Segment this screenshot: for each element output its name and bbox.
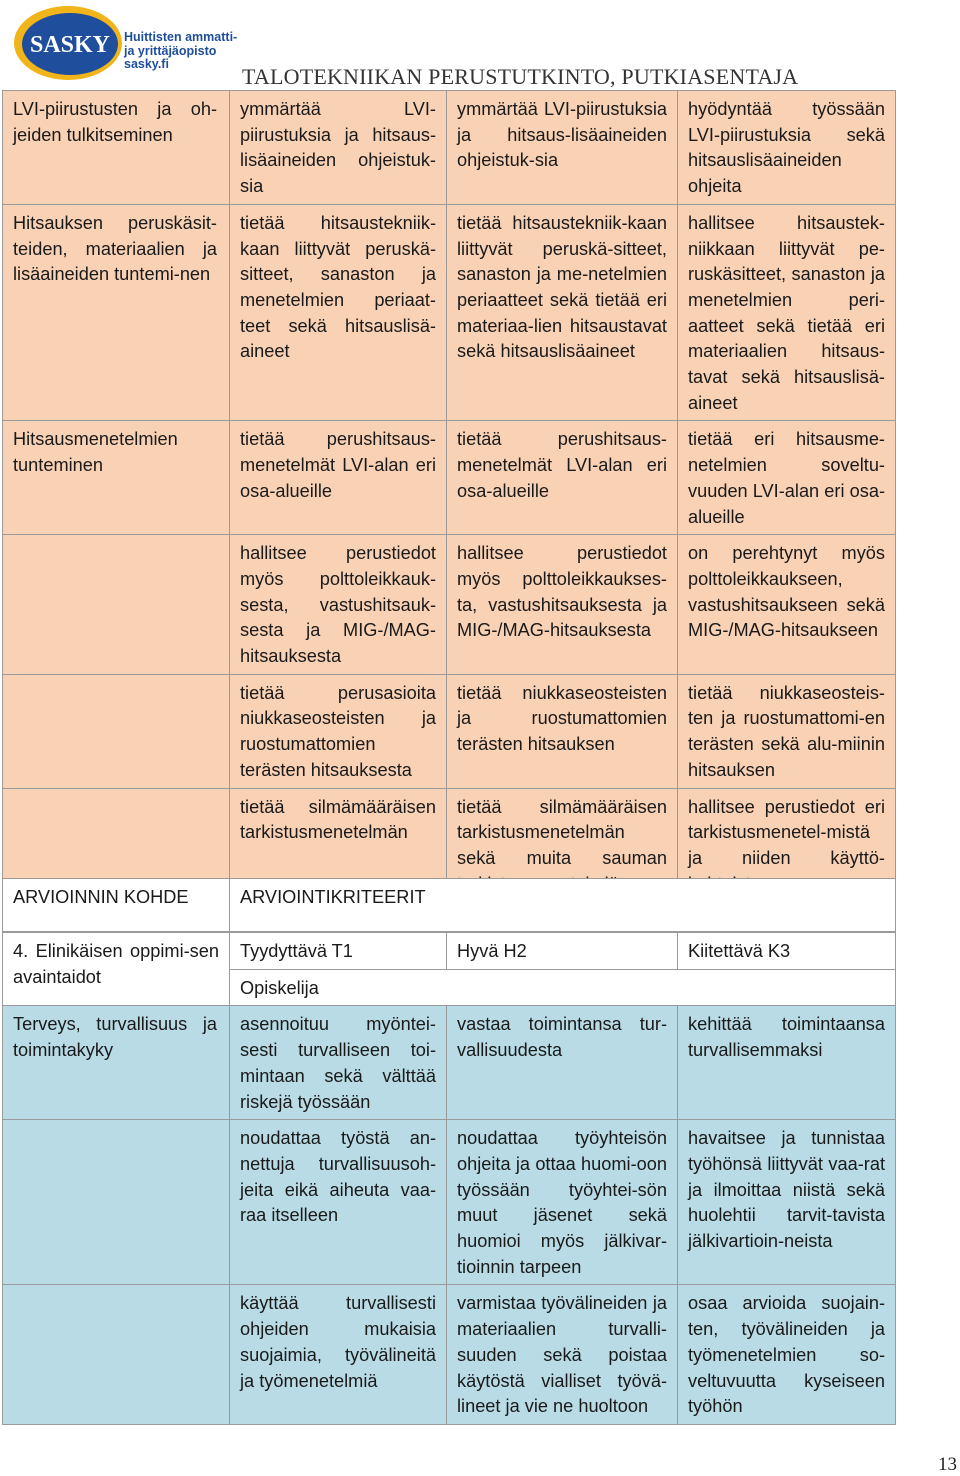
criteria-cell: hallitsee perustiedot myös polttoleikkaukses-ta, vastushitsauksesta ja MIG-/MAG-hitsauksesta [447, 535, 678, 675]
criteria-cell: ymmärtää LVI-piirustuksia ja hitsaus-lisäaineiden ohjeistuk-sia [230, 91, 447, 205]
student-label: Opiskelija [230, 969, 896, 1006]
assessment-target-cell: Hitsausmenetelmien tunteminen [3, 421, 230, 535]
criteria-cell: käyttää turvallisesti ohjeiden mukaisia suojaimia, työvälineitä ja työmenetelmiä [230, 1285, 447, 1425]
assessment-target-cell: LVI-piirustusten ja oh-jeiden tulkitseminen [3, 91, 230, 205]
criteria-cell: tietää hitsaustekniik-kaan liittyvät peruskä-sitteet, sanaston ja menetelmien periaat-teet sekä hitsauslisä-aineet [230, 204, 447, 421]
criteria-cell: hallitsee hitsaustek-niikkaan liittyvät pe-ruskäsitteet, sanaston ja menetelmien peri-aatteet sekä tietää eri materiaalien hitsaus-tavat sekä hitsauslisä-aineet [678, 204, 896, 421]
logo-line3: sasky.fi [124, 57, 169, 71]
criteria-cell: tietää niukkaseosteisten ja ruostumattomien terästen hitsauksen [447, 674, 678, 788]
section-label: 4. Elinikäisen oppimi-sen avaintaidot [3, 933, 230, 1006]
assessment-target-cell [3, 535, 230, 675]
criteria-cell: hyödyntää työssään LVI-piirustuksia sekä hitsauslisäaineiden ohjeita [678, 91, 896, 205]
level-t1: Tyydyttävä T1 [230, 933, 447, 970]
page-number: 13 [938, 1454, 957, 1475]
header-target: ARVIOINNIN KOHDE [3, 879, 230, 932]
criteria-table-lifelong-learning [2, 878, 896, 1425]
sasky-logo-mark [12, 4, 252, 82]
criteria-cell: noudattaa työstä an-nettuja turvallisuusoh-jeita eikä aiheuta vaa-raa itselleen [230, 1120, 447, 1285]
table-row [3, 421, 896, 535]
criteria-cell: tietää perushitsaus-menetelmät LVI-alan eri osa-alueille [230, 421, 447, 535]
criteria-cell: tietää eri hitsausme-netelmien soveltu-vuuden LVI-alan eri osa-alueille [678, 421, 896, 535]
criteria-cell: noudattaa työyhteisön ohjeita ja ottaa huomi-oon työssään työyhtei-sön muut jäsenet sekä huomioi myös jälkivar-tioinnin tarpeen [447, 1120, 678, 1285]
logo-line2: ja yrittäjäopisto [124, 44, 217, 58]
table-row [3, 1285, 896, 1425]
criteria-cell: tietää perushitsaus-menetelmät LVI-alan eri osa-alueille [447, 421, 678, 535]
table-row [3, 674, 896, 788]
assessment-target-cell [3, 674, 230, 788]
header-criteria: ARVIOINTIKRITEERIT [230, 879, 896, 932]
assessment-target-cell [3, 1120, 230, 1285]
criteria-cell: hallitsee perustiedot eri tarkistusmenetel-mistä ja niiden käyttö- [678, 788, 896, 902]
criteria-cell: varmistaa työvälineiden ja materiaalien turvalli-suuden sekä poistaa käytöstä vialliset työvä-lineet ja vie ne huoltoon [447, 1285, 678, 1425]
section-row [3, 933, 896, 970]
logo-line1: Huittisten ammatti- [124, 30, 238, 44]
table-header-row [3, 879, 896, 932]
table-row [3, 535, 896, 675]
criteria-table-welding [2, 90, 896, 902]
assessment-target-cell: Hitsauksen peruskäsit-teiden, materiaalien ja lisäaineiden tuntemi-nen [3, 204, 230, 421]
level-k3: Kiitettävä K3 [678, 933, 896, 970]
criteria-cell: on perehtynyt myös polttoleikkaukseen, vastushitsaukseen sekä MIG-/MAG-hitsaukseen [678, 535, 896, 675]
table-row [3, 1120, 896, 1285]
assessment-target-cell [3, 1285, 230, 1425]
criteria-cell: hallitsee perustiedot myös polttoleikkauk-sesta, vastushitsauk-sesta ja MIG-/MAG-hitsauksesta [230, 535, 447, 675]
level-h2: Hyvä H2 [447, 933, 678, 970]
criteria-cell: osaa arvioida suojain-ten, työvälineiden ja työmenetelmien so-veltuvuutta kyseiseen työhön [678, 1285, 896, 1425]
assessment-target-cell: Terveys, turvallisuus ja toimintakyky [3, 1006, 230, 1120]
table-row [3, 1006, 896, 1120]
criteria-cell: tietää hitsaustekniik-kaan liittyvät peruskä-sitteet, sanaston ja me-netelmien periaatteet sekä tietää eri materiaa-lien hitsaustavat sekä hitsauslisäaineet [447, 204, 678, 421]
criteria-cell: tietää silmämääräisen tarkistusmenetelmän sekä muita sauman [447, 788, 678, 902]
criteria-cell: kehittää toimintaansa turvallisemmaksi [678, 1006, 896, 1120]
criteria-cell: tietää silmämääräisen tarkistusmenetelmän [230, 788, 447, 902]
table-row [3, 204, 896, 421]
table-row [3, 91, 896, 205]
criteria-cell: tietää niukkaseosteis-ten ja ruostumattomi-en terästen sekä alu-miinin hitsauksen [678, 674, 896, 788]
criteria-cell: ymmärtää LVI-piirustuksia ja hitsaus-lisäaineiden ohjeistuk-sia [447, 91, 678, 205]
criteria-cell: asennoituu myöntei-sesti turvalliseen toi-mintaan sekä välttää riskejä työssään [230, 1006, 447, 1120]
criteria-cell: havaitsee ja tunnistaa työhönsä liittyvät vaa-rat ja ilmoittaa niistä sekä huolehtii tarvit-tavista jälkivartioin-neista [678, 1120, 896, 1285]
criteria-cell: vastaa toimintansa tur-vallisuudesta [447, 1006, 678, 1120]
sasky-logo [12, 4, 252, 82]
logo-brand: SASKY [29, 32, 111, 58]
criteria-cell: tietää perusasioita niukkaseosteisten ja ruostumattomien terästen hitsauksesta [230, 674, 447, 788]
document-header: TALOTEKNIIKAN PERUSTUTKINTO, PUTKIASENTAJA [242, 64, 799, 89]
